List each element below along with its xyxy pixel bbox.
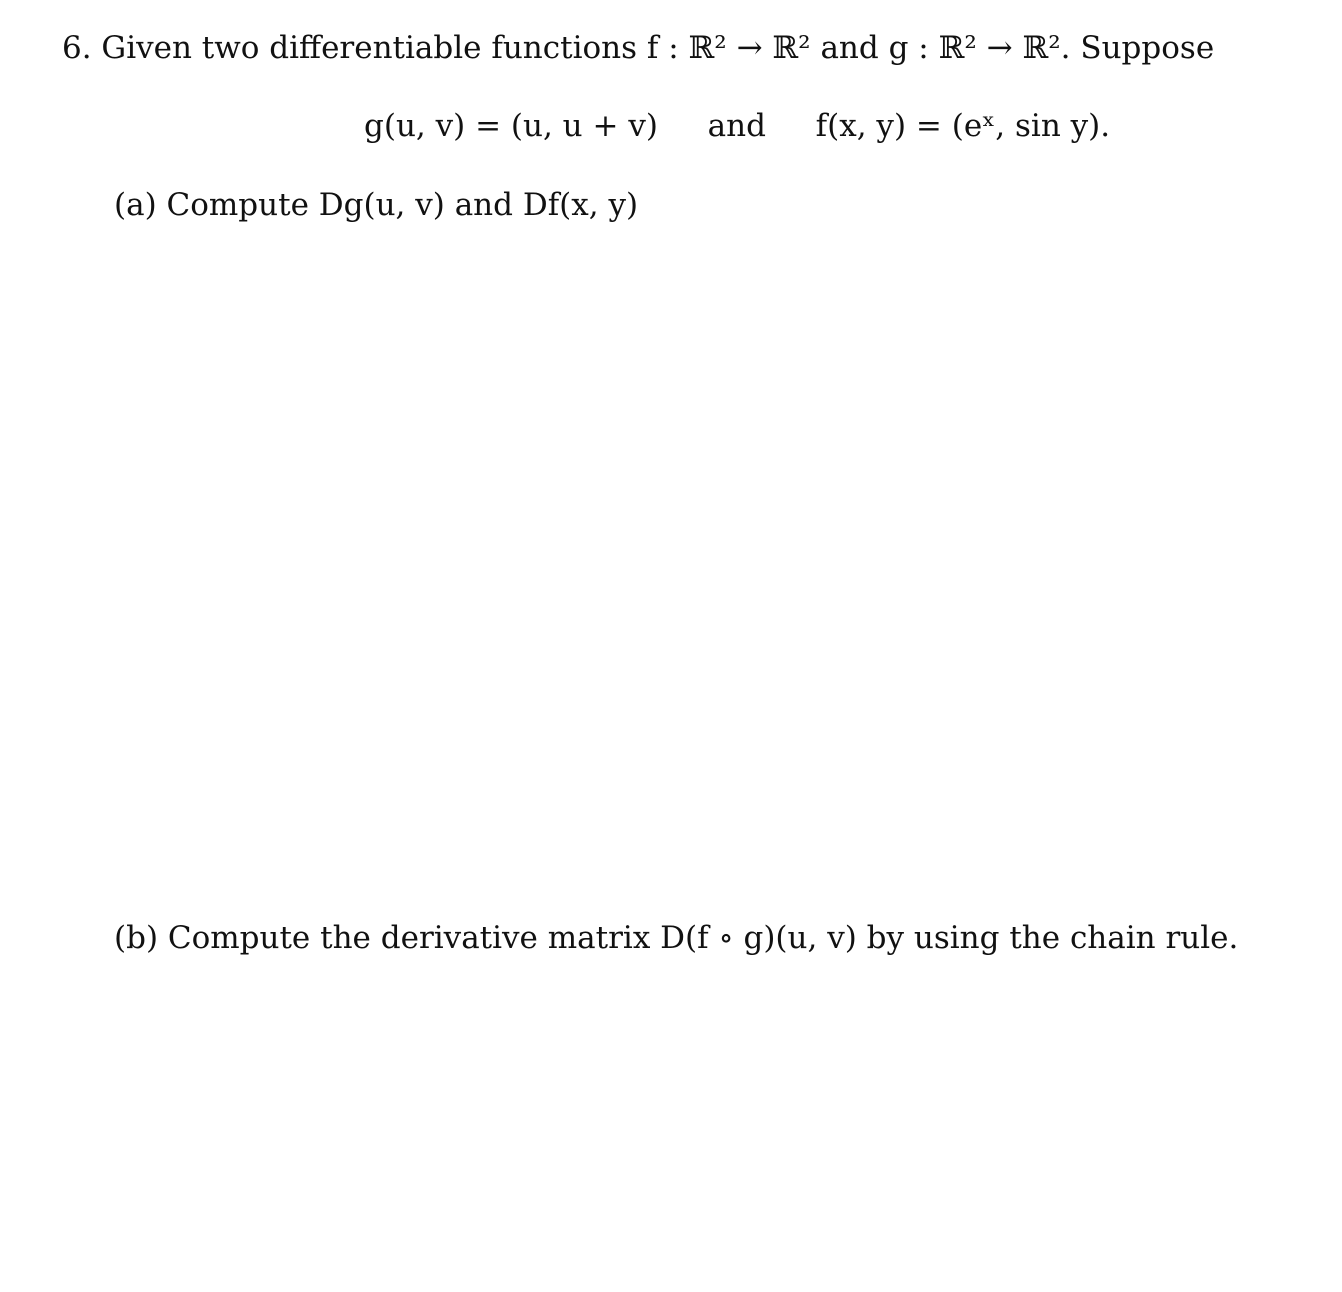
definition-g: g(u, v) = (u, u + v) [364,108,658,144]
definition-joiner: and [707,108,766,144]
part-a: (a) Compute Dg(u, v) and Df(x, y) [114,187,639,223]
definition-f: f(x, y) = (eˣ, sin y). [815,108,1111,144]
problem-intro: 6. Given two differentiable functions f : ℝ² → ℝ² and g : ℝ² → ℝ². Suppose [62,30,1215,66]
part-b: (b) Compute the derivative matrix D(f ∘ g)(u, v) by using the chain rule. [114,920,1239,956]
function-definitions [364,106,1110,146]
